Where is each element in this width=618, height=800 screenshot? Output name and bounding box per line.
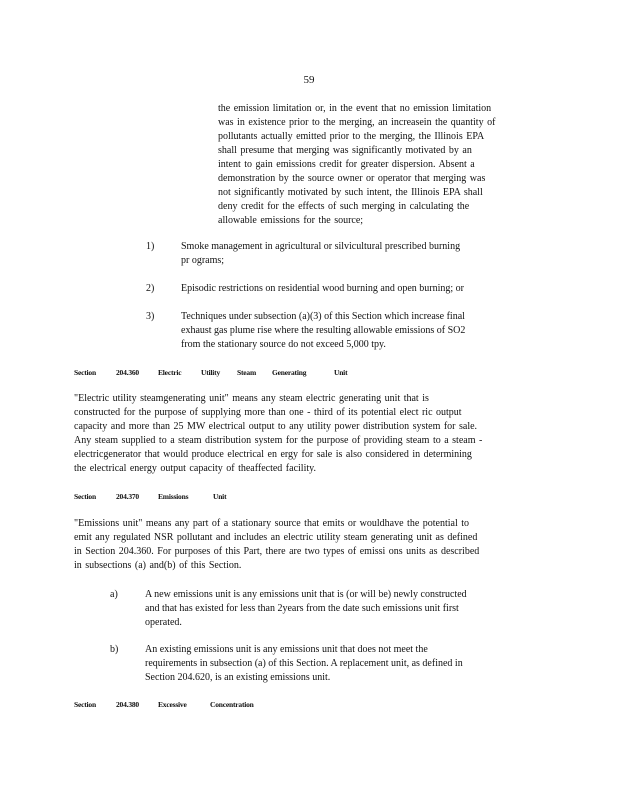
section-heading-204-380 [74,700,254,709]
text-line: and that has existed for less than 2years from the date such emissions unit first [145,603,459,614]
heading-word: Electric [158,368,182,377]
heading-word: Emissions [158,492,189,501]
section-204-370-paragraph [74,517,544,573]
text-line: emit any regulated NSR pollutant and includes an electric utility steam generating unit as defined [74,532,478,543]
text-line: pr ograms; [181,255,225,266]
text-line: pollutants actually emitted prior to the merging, the Illinois EPA [218,131,485,142]
text-line: constructed for the purpose of supplying more than one - third of its potential elect ric output [74,407,462,418]
section-heading-204-360 [74,368,347,377]
page-number: 59 [303,74,315,86]
heading-word: Utility [201,368,221,377]
section-heading-204-370 [74,492,226,501]
text-line: allowable emissions for the source; [218,215,364,226]
heading-word: Section [74,368,96,377]
heading-word: Unit [334,368,348,377]
heading-word: Generating [272,368,307,377]
heading-word: Section [74,492,96,501]
item-text [181,310,465,352]
text-line: deny credit for the effects of such merging in calculating the [218,201,470,212]
item-marker: 1) [146,241,155,252]
text-line: the emission limitation or, in the event that no emission limitation [218,103,492,114]
item-text [181,240,460,268]
heading-word: 204.380 [116,700,139,709]
text-line: "Electric utility steamgenerating unit" means any steam electric generating unit that is [74,393,429,404]
clause-continuation [218,102,530,228]
item-marker: 2) [146,283,155,294]
text-line: Smoke management in agricultural or silvicultural prescribed burning [181,241,461,252]
text-line: exhaust gas plume rise where the resulting allowable emissions of SO2 [181,325,466,336]
text-line: Episodic restrictions on residential wood burning and open burning; or [181,283,465,294]
text-line: intent to gain emissions credit for greater dispersion. Absent a [218,159,475,170]
text-line: demonstration by the source owner or operator that merging was [218,173,486,184]
text-line: from the stationary source do not exceed 5,000 tpy. [181,339,386,350]
text-line: "Emissions unit" means any part of a stationary source that emits or wouldhave the potential to [74,518,470,529]
heading-word: 204.370 [116,492,139,501]
text-line: Any steam supplied to a steam distribution system for the purpose of providing steam to a steam - [74,435,483,446]
text-line: operated. [145,617,182,628]
heading-word: Unit [213,492,227,501]
item-text [145,643,463,685]
text-line: the electrical energy output capacity of theaffected facility. [74,463,316,474]
text-line: requirements in subsection (a) of this Section. A replacement unit, as defined in [145,658,463,669]
item-marker: b) [110,644,119,655]
text-line: in subsections (a) and(b) of this Section. [74,560,242,571]
heading-word: Excessive [158,700,187,709]
item-marker: 3) [146,311,155,322]
text-line: not significantly motivated by such intent, the Illinois EPA shall [218,187,483,198]
text-line: An existing emissions unit is any emissions unit that does not meet the [145,644,428,655]
text-line: Section 204.620, is an existing emissions unit. [145,672,331,683]
item-text [145,588,467,630]
text-line: was in existence prior to the merging, an increasein the quantity of [218,117,496,128]
text-line: shall presume that merging was significantly motivated by an [218,145,472,156]
item-text [181,282,464,296]
item-marker: a) [110,589,118,600]
heading-word: 204.360 [116,368,139,377]
heading-word: Concentration [210,700,254,709]
heading-word: Steam [237,368,256,377]
text-line: electricgenerator that would produce electrical en ergy for sale is also considered in determining [74,449,472,460]
text-line: in Section 204.360. For purposes of this Part, there are two types of emissi ons units as described [74,546,480,557]
text-line: capacity and more than 25 MW electrical output to any utility power distribution system for sale. [74,421,478,432]
section-204-360-paragraph [74,392,544,476]
text-line: Techniques under subsection (a)(3) of this Section which increase final [181,311,465,322]
heading-word: Section [74,700,96,709]
text-line: A new emissions unit is any emissions unit that is (or will be) newly constructed [145,589,467,600]
